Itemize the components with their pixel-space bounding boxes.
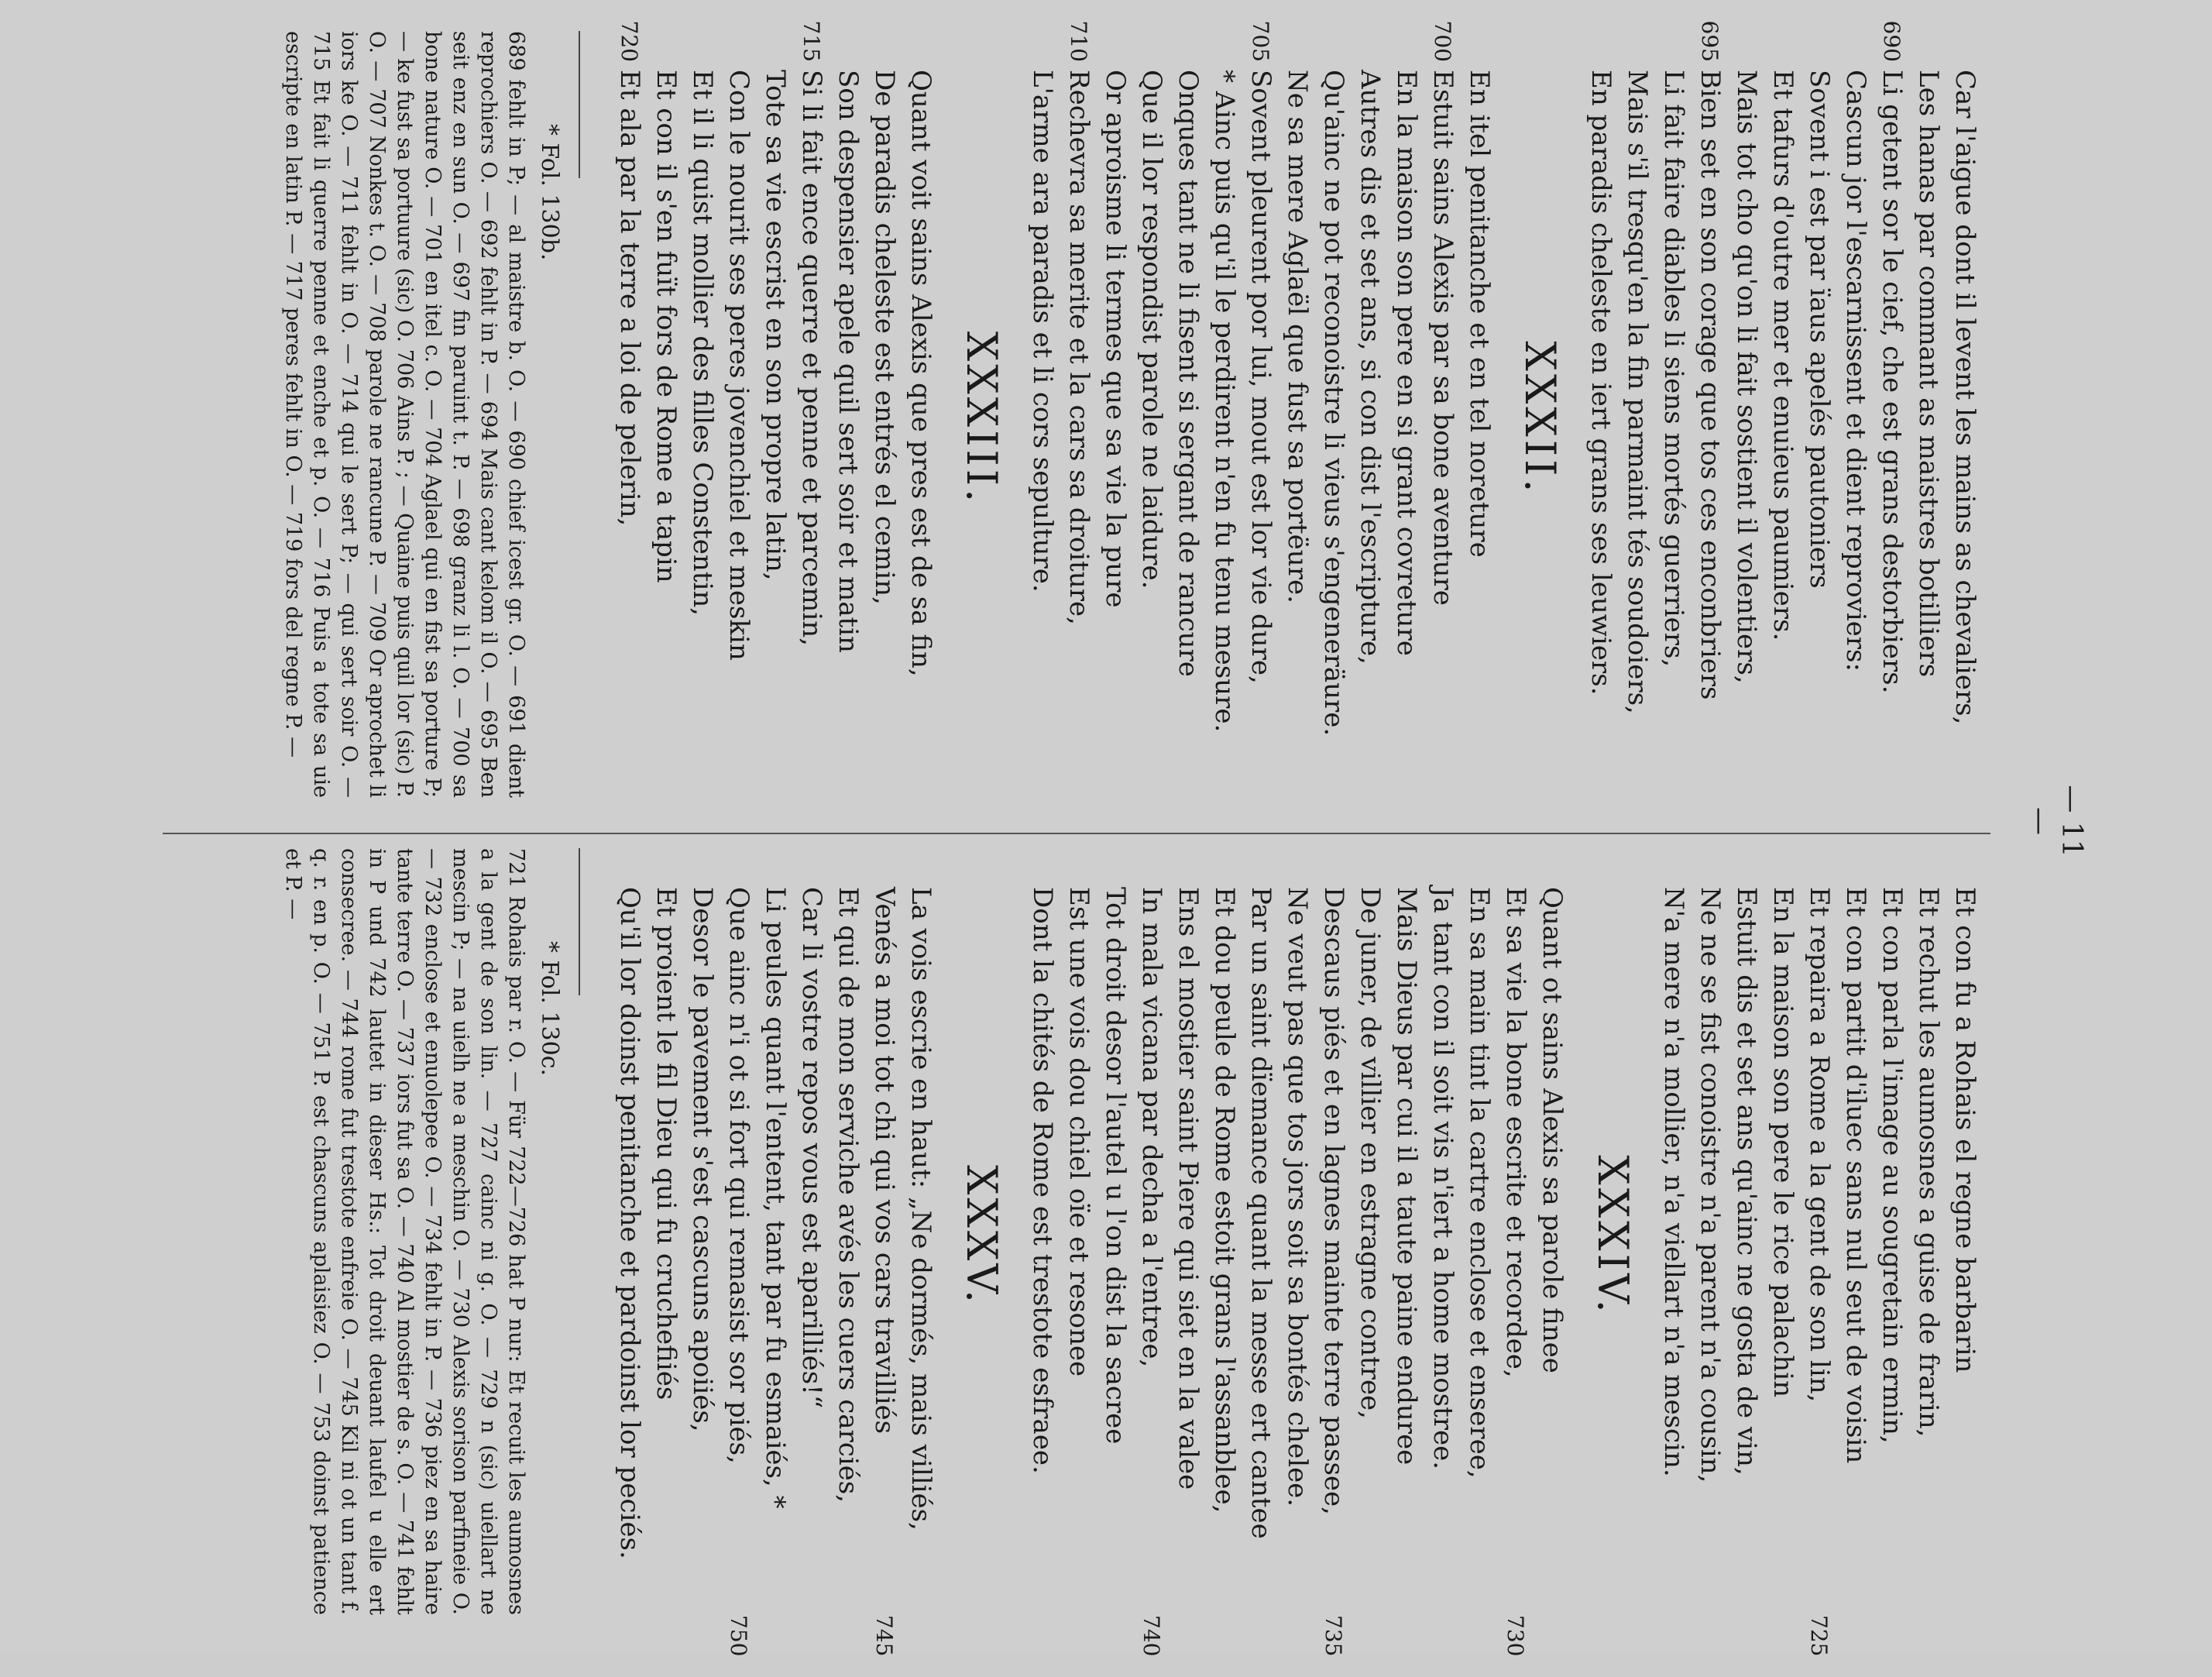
verse-text: Autres dis et set ans, si con dist l'escripture,	[1355, 70, 1386, 665]
verse-line	[1352, 848, 1388, 1623]
verse-text: Et rechut les aumosnes a guise de frarin,	[1913, 887, 1944, 1438]
verse-line	[1424, 848, 1461, 1623]
verse-text: Ne ne se fist conoistre n'a parent n'a cousin,	[1695, 887, 1726, 1483]
verse-line	[1242, 848, 1279, 1623]
verse-line	[1655, 31, 1692, 806]
verse-text: Et qui de mon serviche avés les cuers carciés,	[833, 887, 864, 1503]
verse-line	[1874, 848, 1910, 1623]
verse-text: Onques tant ne li fisent si sergant de rancure	[1173, 70, 1204, 677]
verse-text: Sovent pleurent por lui, mout est lor vie dure,	[1245, 70, 1276, 684]
line-number: 695	[1697, 20, 1723, 62]
line-number: 735	[1321, 1615, 1346, 1657]
line-number: 740	[1139, 1615, 1164, 1657]
verse-text: Et con il s'en fuït fors de Rome a tapin	[651, 70, 682, 583]
verse-text: Est une vois dou chiel oïe et resonee	[1063, 887, 1094, 1377]
verse-text: Qu'il lor doinst penitanche et pardoinst lor peciés.	[614, 887, 645, 1559]
verse-text: Sovent i est par ïaus apelés pautoniers	[1804, 70, 1835, 589]
verse-text: Qu'ainc ne pot reconoistre li vieus s'engeneräure.	[1318, 70, 1349, 737]
verse-text: Si li fait ence querre et penne et parcemin,	[796, 70, 827, 646]
verse-line	[866, 31, 902, 806]
folio-note: * Fol. 130c.	[536, 941, 563, 1077]
stanza-heading: XXXIII.	[957, 331, 1006, 506]
verse-text: Or aproisme li termes que sa vie la pure	[1100, 70, 1131, 608]
verse-line	[1619, 31, 1655, 806]
verse-line	[1801, 31, 1837, 806]
verse-line	[1534, 848, 1570, 1623]
verse-text: Et con partit d'iluec sans nul seut de voisin	[1840, 887, 1871, 1464]
verse-line	[647, 31, 684, 806]
verse-line	[1242, 20, 1279, 806]
verse-text: Tote sa vie escrist en son propre latin,	[760, 70, 791, 581]
verse-text: Li getent sor le cief, che est grans destorbiers.	[1877, 70, 1908, 694]
verse-line	[1315, 31, 1352, 806]
line-number: 710	[1066, 20, 1091, 62]
verse-text: Ne veut pas que tos jors soit sa bontés chelee.	[1282, 887, 1313, 1507]
left-column	[279, 20, 1983, 806]
verse-text: Car li vostre repos vous est aparilliés!“	[796, 887, 827, 1409]
verse-block	[1024, 848, 1570, 1657]
verse-text: La vois escrie en haut: „Ne dormés, mais villiés,	[905, 887, 936, 1531]
verse-line	[1946, 31, 1983, 806]
verse-text: Quant ot sains Alexis sa parole finee	[1537, 887, 1568, 1373]
verse-line	[684, 31, 720, 806]
verse-line	[1170, 848, 1206, 1623]
page-number: — 11 —	[2024, 785, 2087, 857]
verse-line	[720, 31, 757, 806]
verse-text: En la maison son pere le rice palachin	[1767, 887, 1798, 1397]
verse-text: Rechevra sa merite et la cars sa droiture,	[1063, 70, 1094, 625]
verse-line	[1133, 31, 1170, 806]
verse-text: Que il lor respondist parole ne laidure.	[1136, 70, 1167, 589]
verse-line	[1352, 31, 1388, 806]
verse-text: En itel penitanche et en tel noreture	[1464, 70, 1495, 558]
verse-text: Estuit dis et set ans qu'ainc ne gosta de vin,	[1731, 887, 1762, 1476]
verse-text: Ens el mostier saint Piere qui siet en la valee	[1173, 887, 1204, 1490]
verse-line	[1024, 848, 1060, 1623]
verse-text: Et sa vie la bone escrite et recordee,	[1500, 887, 1531, 1378]
verse-line	[866, 848, 902, 1657]
line-number: 700	[1430, 20, 1455, 62]
verse-line	[611, 20, 647, 806]
verse-text: * Ainc puis qu'il le perdirent n'en fu tenu mesure.	[1209, 70, 1240, 733]
verse-text: Car l'aigue dont il levent les mains as chevaliers,	[1949, 70, 1980, 725]
verse-line	[684, 848, 720, 1623]
verse-block	[1655, 848, 1983, 1657]
verse-block	[1582, 20, 1983, 806]
footnote-rule	[579, 31, 580, 178]
verse-text: Et tafurs d'outre mer et enuieus paumiers.	[1767, 70, 1798, 641]
verse-line	[793, 848, 830, 1623]
verse-line	[611, 848, 647, 1623]
printed-sheet	[128, 0, 2099, 1657]
verse-line	[1097, 848, 1133, 1623]
verse-block	[1024, 20, 1497, 806]
stanza-heading: XXXII.	[1516, 341, 1565, 496]
verse-line	[1279, 31, 1315, 806]
verse-text: L'arme ara paradis et li cors sepulture.	[1027, 70, 1058, 593]
verse-line	[1497, 848, 1534, 1657]
stanza-heading: XXXV.	[957, 1164, 1006, 1307]
line-number: 725	[1806, 1615, 1832, 1657]
verse-block	[611, 848, 939, 1657]
right-column	[279, 848, 1983, 1657]
verse-text: Dont la chités de Rome est trestote esfraee.	[1027, 887, 1058, 1474]
line-number: 720	[617, 20, 642, 62]
verse-line	[1461, 848, 1497, 1623]
line-number: 750	[726, 1615, 751, 1657]
verse-line	[1060, 848, 1097, 1623]
verse-line	[830, 31, 866, 806]
verse-text: En la maison son pere en si grant covreture	[1391, 70, 1422, 656]
verse-text: Venés a moi tot chi qui vos cars travilliés	[869, 887, 900, 1435]
footnote-text: 689 fehlt in P; — al maistre b. O. — 690 chief icest gr. O. — 691 dient reprochiers O. — 692 fehlt in P. — 694 Mais cant kelom il O. — 695 Ben seit enz en sun O. — 697 fin paruint t. P. — 698 granz li l. O. — 700 sa bone nature O. — 701 en itel c. O. — 704 Aglael qui en fist sa porture P; — ke fust sa portuure (sic) O. 706 Ains P. ; — Quaine puis quil lor (sic) P. O. — 707 Nonkes t. O. — 708 parole ne rancune P. — 709 Or aprochet li iors ke O. — 711 fehlt in O. — 714 qui le sert P; — qui sert soir O. — 715 Et fait li querre penne et enche et p. O. — 716 Puis a tote sa uie escripte en latin P. — 717 peres fehlt in O. — 719 fors del regne P. —	[281, 31, 528, 798]
verse-text: Quant voit sains Alexis que pres est de sa fin,	[905, 70, 936, 677]
verse-line	[1206, 848, 1242, 1623]
verse-text: En paradis cheleste en iert grans ses leuwiers.	[1585, 70, 1616, 696]
verse-text: Li fait faire diables li siens mortés guerriers,	[1658, 70, 1689, 668]
verse-text: Con le nourit ses peres jovenchiel et meskin	[723, 70, 754, 661]
verse-line	[1461, 31, 1497, 806]
verse-text: Ja tant con il soit vis n'iert a home mostree.	[1427, 887, 1458, 1470]
column-divider	[163, 833, 1990, 834]
verse-text: N'a mere n'a mollier, n'a viellart n'a mescin.	[1658, 887, 1689, 1477]
line-number: 715	[799, 20, 824, 62]
verse-line	[1874, 20, 1910, 806]
verse-line	[1315, 848, 1352, 1657]
verse-line	[793, 20, 830, 806]
verse-line	[1582, 31, 1619, 806]
verse-text: Mais Dieus par cui il a taute paine enduree	[1391, 887, 1422, 1466]
verse-text: Mais s'il tresqu'en la fin parmaint tés soudoiers,	[1622, 70, 1653, 714]
verse-line	[1910, 848, 1946, 1623]
verse-line	[1655, 848, 1692, 1623]
verse-text: De juner, de villier en estragne contree,	[1355, 887, 1386, 1419]
line-number: 730	[1503, 1615, 1528, 1657]
verse-line	[1946, 848, 1983, 1623]
verse-line	[1764, 31, 1801, 806]
verse-line	[1206, 31, 1242, 806]
verse-line	[757, 31, 793, 806]
verse-line	[1097, 31, 1133, 806]
verse-line	[830, 848, 866, 1623]
verse-line	[1692, 20, 1728, 806]
line-number: 745	[871, 1615, 897, 1657]
verse-text: Mais tot cho qu'on li fait sostient il volentiers,	[1731, 70, 1762, 684]
verse-text: Et il li quist mollier des filles Constentin,	[687, 70, 718, 617]
verse-line	[757, 848, 793, 1623]
verse-text: De paradis cheleste est entrés el cemin,	[869, 70, 900, 605]
verse-line	[1060, 20, 1097, 806]
verse-line	[647, 848, 684, 1623]
stanza-heading: XXXIV.	[1589, 1155, 1637, 1316]
verse-text: In mala vicana par decha a l'entree,	[1136, 887, 1167, 1368]
verse-line	[902, 31, 939, 806]
verse-line	[1279, 848, 1315, 1623]
verse-line	[1424, 20, 1461, 806]
verse-text: Desor le pavement s'est cascuns apoiiés,	[687, 887, 718, 1432]
verse-text: Et proient le fil Dieu qui fu cruchefiiés	[651, 887, 682, 1400]
verse-text: Et con fu a Rohais el regne barbarin	[1949, 887, 1980, 1373]
verse-line	[720, 848, 757, 1657]
verse-text: Tot droit desor l'autel u l'on dist la sacree	[1100, 887, 1131, 1445]
folio-note: * Fol. 130b.	[536, 124, 563, 261]
verse-line	[1728, 848, 1764, 1623]
verse-line	[1837, 848, 1874, 1623]
verse-line	[1170, 31, 1206, 806]
verse-text: Son despensier apele quil sert soir et matin	[833, 70, 864, 653]
verse-line	[1024, 31, 1060, 806]
verse-text: Cascun jor l'escarnissent et dient reproviers:	[1840, 70, 1871, 672]
verse-line	[1764, 848, 1801, 1623]
verse-text: Par un saint dïemance quant la messe ert cantee	[1245, 887, 1276, 1539]
verse-line	[1388, 31, 1424, 806]
verse-text: Bien set en son corage que tos ces enconbriers	[1695, 70, 1726, 700]
verse-line	[1837, 31, 1874, 806]
verse-line	[1910, 31, 1946, 806]
verse-text: Estuit sains Alexis par sa bone aventure	[1427, 70, 1458, 606]
verse-text: Et con parla l'image au sougretain ermin,	[1877, 887, 1908, 1444]
footnote-rule	[579, 848, 580, 995]
verse-line	[1801, 848, 1837, 1657]
verse-text: Descaus piés et en lagnes mainte terre passee,	[1318, 887, 1349, 1515]
verse-text: Les hanas par commant as maistres botilliers	[1913, 70, 1944, 678]
line-number: 690	[1879, 20, 1905, 62]
verse-line	[1728, 31, 1764, 806]
verse-text: Et dou peule de Rome estoit grans l'assanblee,	[1209, 887, 1240, 1514]
verse-text: Ne sa mere Aglaël que fust sa portëure.	[1282, 70, 1313, 603]
verse-line	[1388, 848, 1424, 1623]
verse-line	[1133, 848, 1170, 1657]
line-number: 705	[1248, 20, 1273, 62]
verse-text: Que ainc n'i ot si fort qui remasist sor piés,	[723, 887, 754, 1464]
verse-text: Et ala par la terre a loi de pelerin,	[614, 70, 645, 527]
verse-text: Et repaira a Rome a la gent de son lin,	[1804, 887, 1835, 1403]
footnote-text: 721 Rohais par r. O. — Für 722—726 hat P nur: Et recuit les aumosnes a la gent de son lin. — 727 cainc ni g. O. — 729 n (sic) uiellart ne mescin P; — na uielh ne a meschin O. — 730 Alexis sorison parfineie O. — 732 enclose et enuolepee O. — 734 fehlt in P. — 736 piez en sa haire tante terre O. — 737 iors fut sa O. — 740 Al mostier de s. O. — 741 fehlt in P und 742 lautet in dieser Hs.: Tot droit deuant laufel u elle ert consecree. — 744 rome fut trestote enfreie O. — 745 Kil ni ot un tant f. q. r. en p. O. — 751 P. est chascuns aplaisiez O. — 753 doinst patience et P. —	[281, 848, 528, 1615]
verse-text: Li peules quant l'entent, tant par fu esmaiés, *	[760, 887, 791, 1509]
verse-line	[1692, 848, 1728, 1623]
verse-line	[902, 848, 939, 1623]
verse-block	[611, 20, 939, 806]
verse-text: En sa main tint la cartre enclose et enseree,	[1464, 887, 1495, 1479]
